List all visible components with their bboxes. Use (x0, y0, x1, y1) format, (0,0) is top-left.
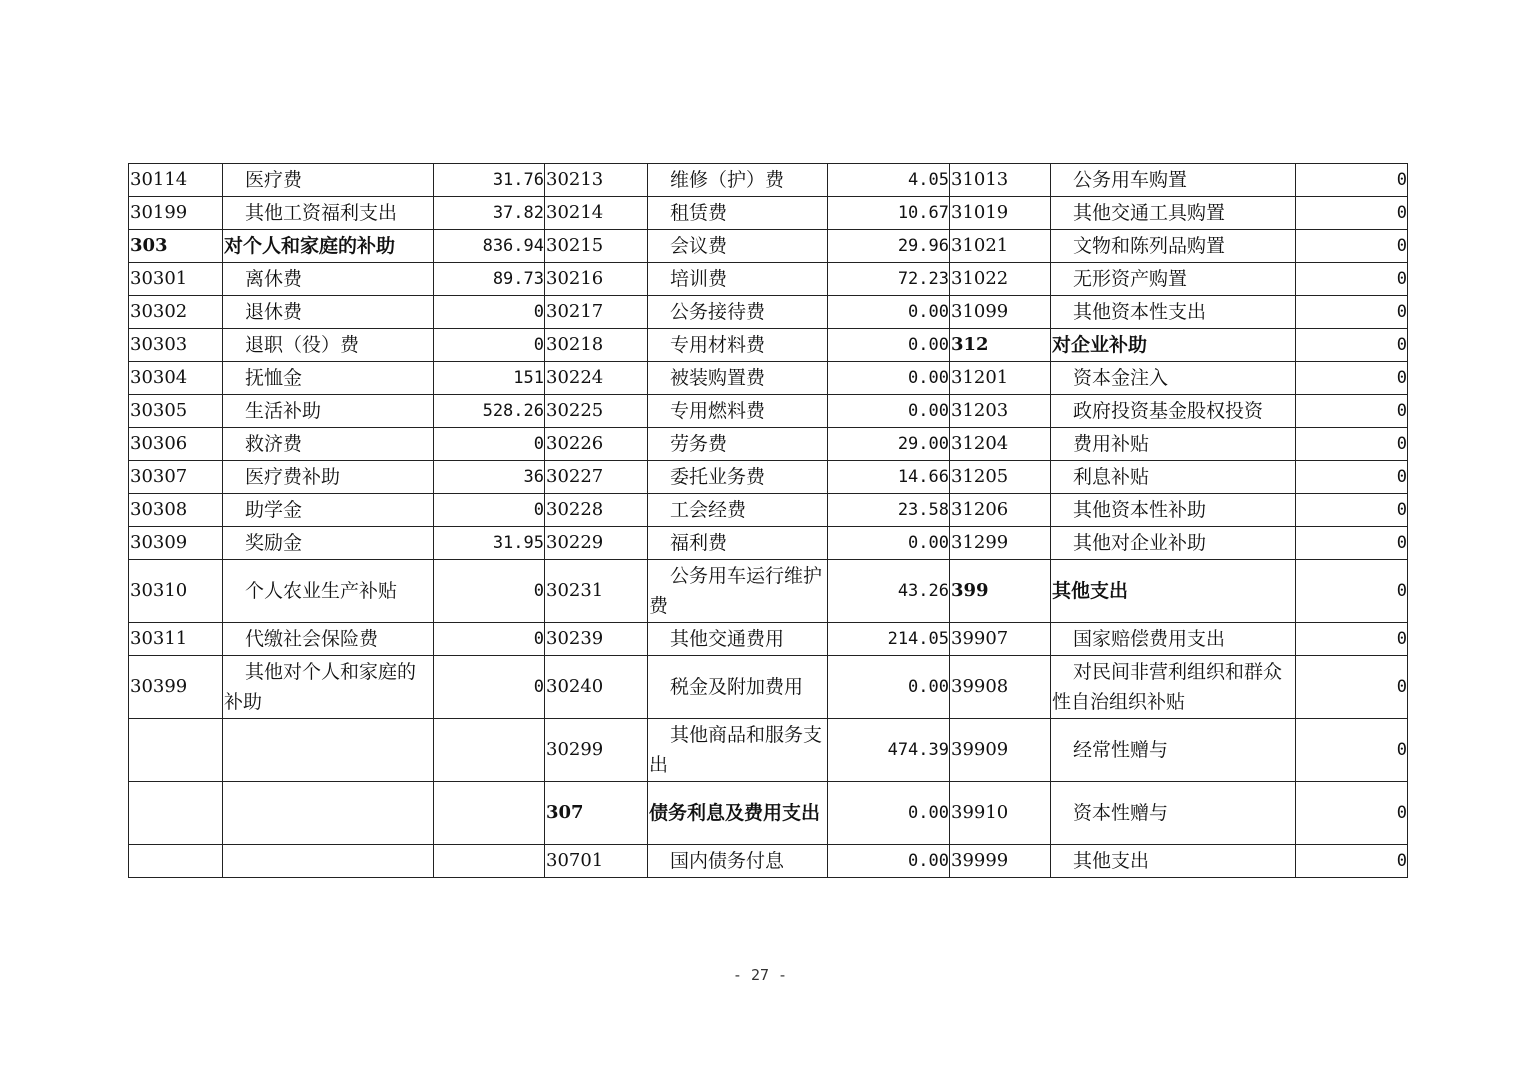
middle-amount-cell: 0.00 (828, 656, 950, 719)
middle-amount-cell: 0.00 (828, 296, 950, 329)
table-row (129, 782, 1408, 845)
right-amount-cell: 0 (1296, 656, 1408, 719)
right-code-cell: 31201 (950, 362, 1051, 395)
right-name-cell: 费用补贴 (1051, 428, 1296, 461)
table-row (129, 845, 1408, 878)
left-amount-cell: 151 (434, 362, 545, 395)
middle-code-cell: 30228 (545, 494, 648, 527)
right-code-cell: 39910 (950, 782, 1051, 845)
left-name-cell: 代缴社会保险费 (223, 623, 434, 656)
middle-code-cell: 30226 (545, 428, 648, 461)
right-code-cell: 39908 (950, 656, 1051, 719)
middle-name-cell: 维修（护）费 (648, 164, 828, 197)
table-row (129, 494, 1408, 527)
middle-name-cell: 委托业务费 (648, 461, 828, 494)
middle-code-cell: 30217 (545, 296, 648, 329)
middle-amount-cell: 0.00 (828, 329, 950, 362)
middle-name-cell: 债务利息及费用支出 (648, 782, 828, 845)
left-code-cell: 30301 (129, 263, 223, 296)
left-amount-cell: 0 (434, 428, 545, 461)
right-name-cell: 政府投资基金股权投资 (1051, 395, 1296, 428)
right-name-cell: 其他支出 (1051, 560, 1296, 623)
right-amount-cell: 0 (1296, 230, 1408, 263)
right-amount-cell: 0 (1296, 527, 1408, 560)
right-name-cell: 资本性赠与 (1051, 782, 1296, 845)
middle-code-cell: 30299 (545, 719, 648, 782)
left-name-cell (223, 719, 434, 782)
middle-name-cell: 公务用车运行维护费 (648, 560, 828, 623)
left-code-cell: 30307 (129, 461, 223, 494)
left-name-cell: 奖励金 (223, 527, 434, 560)
right-amount-cell: 0 (1296, 329, 1408, 362)
middle-code-cell: 30225 (545, 395, 648, 428)
left-name-cell: 个人农业生产补贴 (223, 560, 434, 623)
middle-code-cell: 307 (545, 782, 648, 845)
right-code-cell: 31013 (950, 164, 1051, 197)
middle-name-cell: 其他交通费用 (648, 623, 828, 656)
left-code-cell: 30308 (129, 494, 223, 527)
middle-code-cell: 30218 (545, 329, 648, 362)
right-amount-cell: 0 (1296, 197, 1408, 230)
left-amount-cell: 36 (434, 461, 545, 494)
middle-code-cell: 30216 (545, 263, 648, 296)
left-amount-cell: 0 (434, 623, 545, 656)
right-name-cell: 国家赔偿费用支出 (1051, 623, 1296, 656)
middle-code-cell: 30224 (545, 362, 648, 395)
left-name-cell: 退职（役）费 (223, 329, 434, 362)
right-code-cell: 31203 (950, 395, 1051, 428)
middle-code-cell: 30231 (545, 560, 648, 623)
middle-amount-cell: 23.58 (828, 494, 950, 527)
table-row (129, 164, 1408, 197)
left-code-cell (129, 719, 223, 782)
right-name-cell: 无形资产购置 (1051, 263, 1296, 296)
middle-amount-cell: 0.00 (828, 782, 950, 845)
right-name-cell: 其他资本性补助 (1051, 494, 1296, 527)
middle-name-cell: 专用燃料费 (648, 395, 828, 428)
right-code-cell: 39999 (950, 845, 1051, 878)
table-row (129, 197, 1408, 230)
middle-code-cell: 30701 (545, 845, 648, 878)
left-code-cell: 30303 (129, 329, 223, 362)
right-code-cell: 31205 (950, 461, 1051, 494)
middle-amount-cell: 72.23 (828, 263, 950, 296)
middle-code-cell: 30227 (545, 461, 648, 494)
right-code-cell: 39907 (950, 623, 1051, 656)
left-code-cell: 30302 (129, 296, 223, 329)
middle-name-cell: 被装购置费 (648, 362, 828, 395)
left-amount-cell (434, 845, 545, 878)
right-name-cell: 对企业补助 (1051, 329, 1296, 362)
right-name-cell: 公务用车购置 (1051, 164, 1296, 197)
right-amount-cell: 0 (1296, 461, 1408, 494)
right-amount-cell: 0 (1296, 560, 1408, 623)
left-name-cell: 其他对个人和家庭的补助 (223, 656, 434, 719)
middle-name-cell: 福利费 (648, 527, 828, 560)
middle-amount-cell: 29.00 (828, 428, 950, 461)
middle-name-cell: 工会经费 (648, 494, 828, 527)
right-amount-cell: 0 (1296, 428, 1408, 461)
left-code-cell: 30306 (129, 428, 223, 461)
left-amount-cell (434, 782, 545, 845)
right-name-cell: 其他资本性支出 (1051, 296, 1296, 329)
table-row (129, 461, 1408, 494)
right-code-cell: 31299 (950, 527, 1051, 560)
left-code-cell: 30311 (129, 623, 223, 656)
left-name-cell: 医疗费 (223, 164, 434, 197)
right-amount-cell: 0 (1296, 263, 1408, 296)
table-row (129, 230, 1408, 263)
left-amount-cell (434, 719, 545, 782)
middle-amount-cell: 0.00 (828, 845, 950, 878)
right-code-cell: 31021 (950, 230, 1051, 263)
left-code-cell: 30304 (129, 362, 223, 395)
left-code-cell: 30114 (129, 164, 223, 197)
right-code-cell: 39909 (950, 719, 1051, 782)
table-row (129, 719, 1408, 782)
left-name-cell: 其他工资福利支出 (223, 197, 434, 230)
table-row (129, 395, 1408, 428)
middle-code-cell: 30239 (545, 623, 648, 656)
middle-name-cell: 劳务费 (648, 428, 828, 461)
table-body (129, 164, 1408, 878)
right-amount-cell: 0 (1296, 782, 1408, 845)
right-amount-cell: 0 (1296, 623, 1408, 656)
page-number: - 27 - (732, 966, 788, 984)
middle-amount-cell: 214.05 (828, 623, 950, 656)
right-name-cell: 其他交通工具购置 (1051, 197, 1296, 230)
left-name-cell: 对个人和家庭的补助 (223, 230, 434, 263)
middle-name-cell: 会议费 (648, 230, 828, 263)
table-row (129, 527, 1408, 560)
right-amount-cell: 0 (1296, 164, 1408, 197)
right-code-cell: 31019 (950, 197, 1051, 230)
left-amount-cell: 31.95 (434, 527, 545, 560)
left-name-cell: 离休费 (223, 263, 434, 296)
left-amount-cell: 0 (434, 494, 545, 527)
middle-amount-cell: 0.00 (828, 527, 950, 560)
right-name-cell: 其他对企业补助 (1051, 527, 1296, 560)
left-name-cell (223, 782, 434, 845)
left-name-cell: 助学金 (223, 494, 434, 527)
right-code-cell: 31022 (950, 263, 1051, 296)
left-name-cell (223, 845, 434, 878)
left-code-cell: 30399 (129, 656, 223, 719)
middle-code-cell: 30213 (545, 164, 648, 197)
left-name-cell: 救济费 (223, 428, 434, 461)
middle-code-cell: 30229 (545, 527, 648, 560)
middle-amount-cell: 4.05 (828, 164, 950, 197)
right-name-cell: 对民间非营利组织和群众性自治组织补贴 (1051, 656, 1296, 719)
table-row (129, 623, 1408, 656)
left-code-cell: 30309 (129, 527, 223, 560)
right-code-cell: 31099 (950, 296, 1051, 329)
left-code-cell: 30199 (129, 197, 223, 230)
middle-amount-cell: 10.67 (828, 197, 950, 230)
right-amount-cell: 0 (1296, 362, 1408, 395)
left-amount-cell: 0 (434, 296, 545, 329)
left-code-cell (129, 782, 223, 845)
middle-amount-cell: 0.00 (828, 395, 950, 428)
right-name-cell: 资本金注入 (1051, 362, 1296, 395)
right-code-cell: 31206 (950, 494, 1051, 527)
middle-name-cell: 租赁费 (648, 197, 828, 230)
right-code-cell: 399 (950, 560, 1051, 623)
left-name-cell: 抚恤金 (223, 362, 434, 395)
table-row (129, 656, 1408, 719)
table-row (129, 263, 1408, 296)
right-amount-cell: 0 (1296, 845, 1408, 878)
table-row (129, 362, 1408, 395)
middle-amount-cell: 29.96 (828, 230, 950, 263)
left-amount-cell: 31.76 (434, 164, 545, 197)
left-name-cell: 医疗费补助 (223, 461, 434, 494)
left-amount-cell: 0 (434, 329, 545, 362)
right-amount-cell: 0 (1296, 296, 1408, 329)
middle-amount-cell: 0.00 (828, 362, 950, 395)
left-name-cell: 退休费 (223, 296, 434, 329)
left-name-cell: 生活补助 (223, 395, 434, 428)
table-row (129, 428, 1408, 461)
table-row (129, 296, 1408, 329)
middle-amount-cell: 474.39 (828, 719, 950, 782)
expenditure-table (128, 163, 1408, 878)
right-name-cell: 利息补贴 (1051, 461, 1296, 494)
left-amount-cell: 89.73 (434, 263, 545, 296)
right-code-cell: 31204 (950, 428, 1051, 461)
right-amount-cell: 0 (1296, 494, 1408, 527)
right-code-cell: 312 (950, 329, 1051, 362)
middle-name-cell: 公务接待费 (648, 296, 828, 329)
table-row (129, 329, 1408, 362)
left-amount-cell: 0 (434, 656, 545, 719)
left-code-cell: 30305 (129, 395, 223, 428)
middle-name-cell: 培训费 (648, 263, 828, 296)
middle-code-cell: 30240 (545, 656, 648, 719)
left-amount-cell: 0 (434, 560, 545, 623)
table-row (129, 560, 1408, 623)
left-amount-cell: 37.82 (434, 197, 545, 230)
left-amount-cell: 528.26 (434, 395, 545, 428)
middle-code-cell: 30214 (545, 197, 648, 230)
right-amount-cell: 0 (1296, 719, 1408, 782)
left-code-cell (129, 845, 223, 878)
middle-code-cell: 30215 (545, 230, 648, 263)
middle-name-cell: 国内债务付息 (648, 845, 828, 878)
middle-amount-cell: 14.66 (828, 461, 950, 494)
middle-name-cell: 税金及附加费用 (648, 656, 828, 719)
right-name-cell: 文物和陈列品购置 (1051, 230, 1296, 263)
right-name-cell: 其他支出 (1051, 845, 1296, 878)
left-code-cell: 30310 (129, 560, 223, 623)
left-code-cell: 303 (129, 230, 223, 263)
right-name-cell: 经常性赠与 (1051, 719, 1296, 782)
middle-name-cell: 其他商品和服务支出 (648, 719, 828, 782)
left-amount-cell: 836.94 (434, 230, 545, 263)
right-amount-cell: 0 (1296, 395, 1408, 428)
middle-amount-cell: 43.26 (828, 560, 950, 623)
middle-name-cell: 专用材料费 (648, 329, 828, 362)
